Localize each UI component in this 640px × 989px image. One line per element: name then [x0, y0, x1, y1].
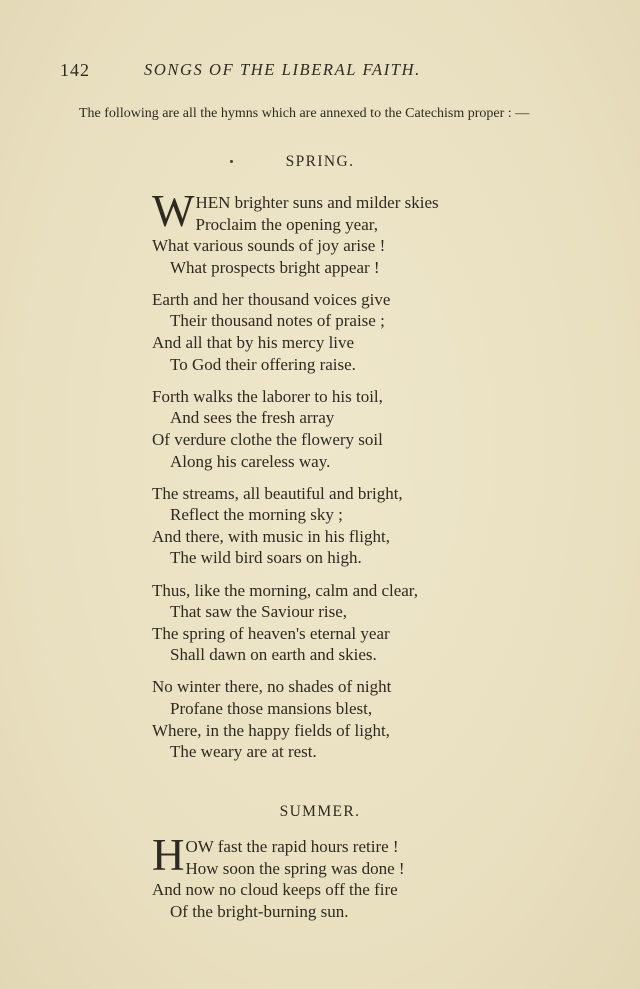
verse-line: The spring of heaven's eternal year [152, 623, 390, 643]
verse-line: Earth and her thousand voices give [152, 289, 391, 309]
drop-cap: H [152, 830, 185, 880]
verse-line: Their thousand notes of praise ; [170, 311, 385, 331]
verse-line: And all that by his mercy live [152, 333, 355, 353]
verse-line: Profane those mansions blest, [170, 698, 373, 718]
verse-line: And now no cloud keeps off the fire [152, 880, 398, 900]
verse-line: Shall dawn on earth and skies. [170, 645, 377, 665]
drop-cap: W [152, 186, 195, 236]
intro-paragraph: The following are all the hymns which are annexed to the Catechism proper : — [79, 106, 530, 121]
verse-line: And there, with music in his flight, [152, 526, 390, 546]
verse-line: No winter there, no shades of night [152, 677, 392, 697]
verse-line: What prospects bright appear ! [170, 257, 380, 277]
stanza [152, 186, 439, 278]
verse-line: HEN brighter suns and milder skies [195, 193, 439, 212]
stanza [152, 676, 418, 762]
verse-line: Along his careless way. [170, 451, 331, 471]
verse-line: Of verdure clothe the flowery soil [152, 429, 383, 449]
running-title: SONGS OF THE LIBERAL FAITH. [144, 60, 421, 79]
stanza [152, 580, 418, 666]
verse-line: Reflect the morning sky ; [170, 505, 343, 525]
verse-line: Of the bright-burning sun. [170, 901, 349, 921]
hymn-title-summer: SUMMER. [279, 803, 361, 820]
verse-line: Proclaim the opening year, [195, 214, 378, 234]
verse-line: Where, in the happy fields of light, [152, 720, 390, 740]
stanza [152, 386, 418, 472]
verse-line: The streams, all beautiful and bright, [152, 483, 403, 503]
hymn-summer [152, 830, 405, 933]
verse-line: What various sounds of joy arise ! [152, 236, 386, 256]
stanza [152, 830, 405, 922]
verse-line: And sees the fresh array [170, 408, 335, 428]
verse-line: That saw the Saviour rise, [170, 602, 348, 622]
verse-line: Thus, like the morning, calm and clear, [152, 580, 419, 600]
verse-line: The wild bird soars on high. [170, 548, 362, 568]
verse-line: The weary are at rest. [170, 742, 317, 762]
hymn-spring [152, 186, 439, 773]
verse-line: How soon the spring was done ! [185, 858, 405, 878]
stanza [152, 483, 418, 569]
hymn-title-spring: SPRING. [285, 153, 355, 170]
verse-line: OW fast the rapid hours retire ! [185, 837, 399, 856]
verse-line: To God their offering raise. [170, 354, 356, 374]
stanza [152, 289, 418, 375]
verse-line: Forth walks the laborer to his toil, [152, 386, 383, 406]
page-number: 142 [60, 60, 90, 80]
